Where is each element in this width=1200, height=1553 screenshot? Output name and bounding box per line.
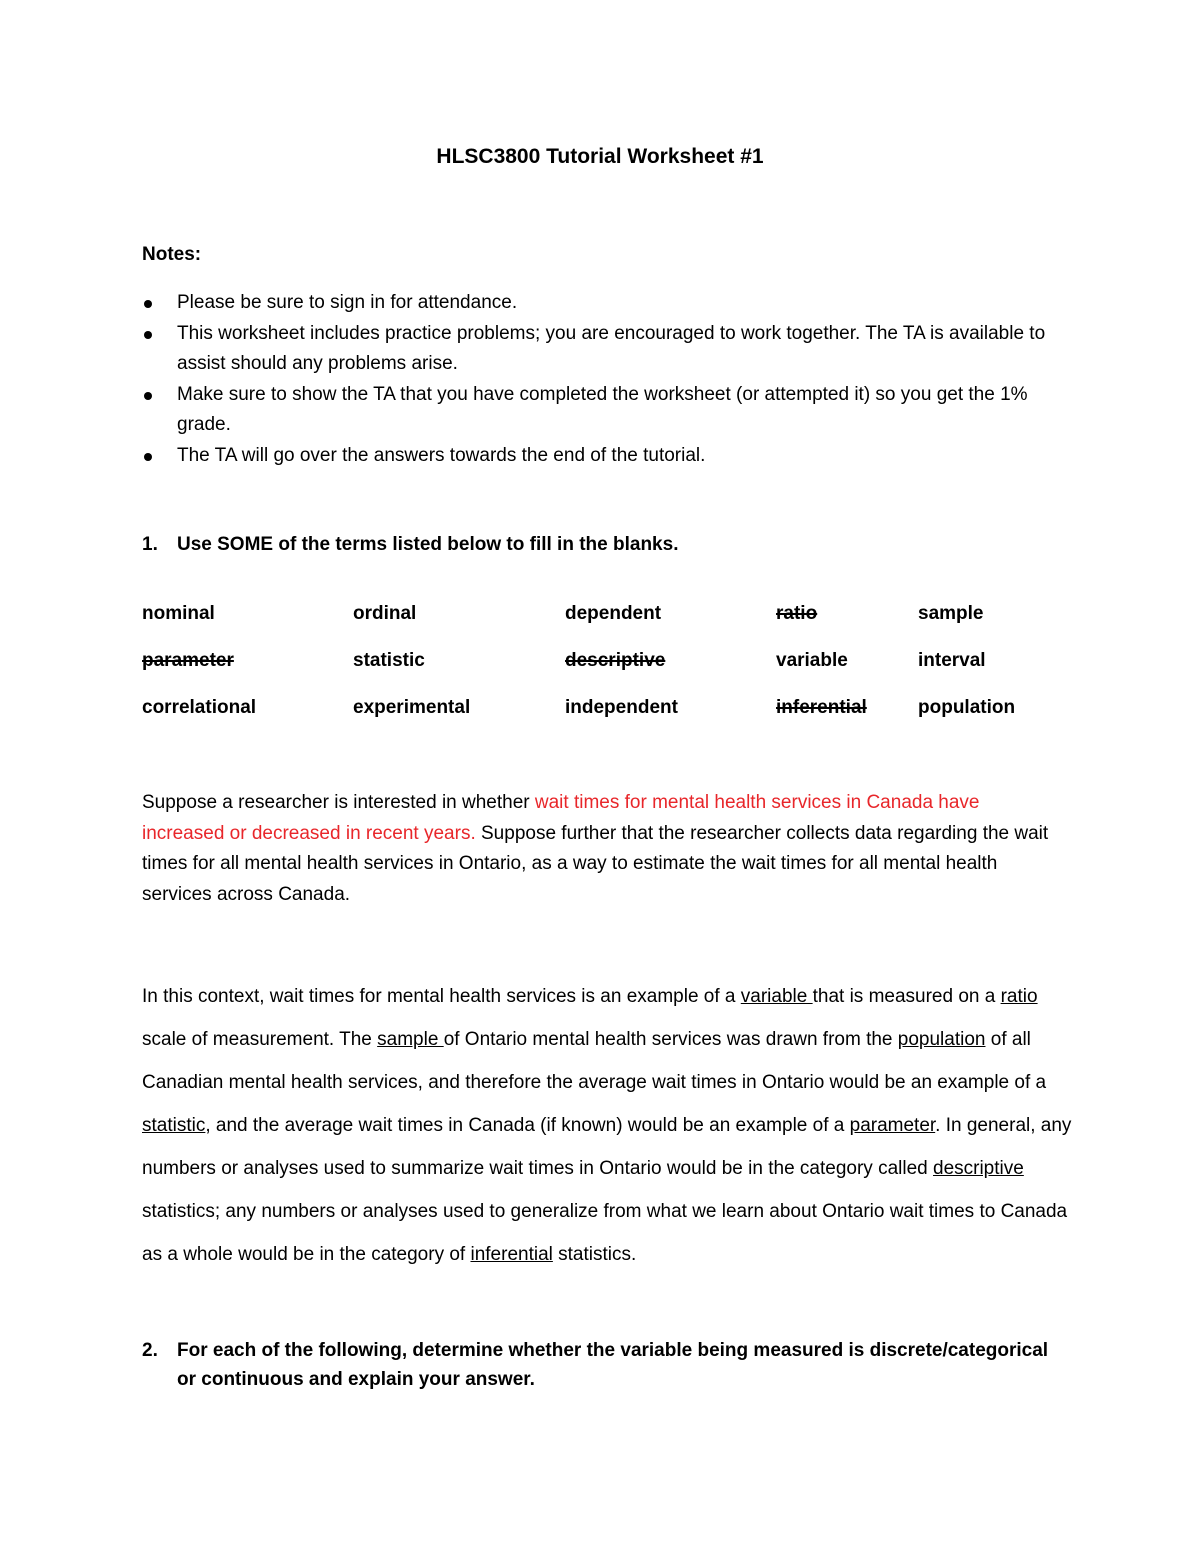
answer-blank: ratio [1000, 986, 1038, 1007]
scenario-paragraph [142, 788, 1062, 910]
context-text: of Ontario mental health services was drawn from the [443, 1029, 898, 1050]
term-parameter: parameter [142, 650, 234, 671]
term-variable: variable [776, 650, 848, 671]
context-paragraph [142, 975, 1072, 1276]
notes-item: The TA will go over the answers towards the end of the tutorial. [142, 441, 1062, 472]
term-ratio: ratio [776, 603, 818, 624]
question-number: 2. [142, 1340, 158, 1361]
notes-list [142, 288, 1062, 471]
question-text: Use SOME of the terms listed below to fill in the blanks. [177, 534, 679, 555]
answer-blank: parameter [849, 1115, 936, 1136]
notes-item: Make sure to show the TA that you have completed the worksheet (or attempted it) so you get the 1% grade. [142, 380, 1062, 441]
term-descriptive: descriptive [565, 650, 666, 671]
term-statistic: statistic [353, 650, 425, 671]
term-inferential: inferential [776, 697, 867, 718]
term-population: population [918, 697, 1016, 718]
question-2 [142, 1336, 1062, 1394]
term-experimental: experimental [353, 697, 471, 718]
question-number: 1. [142, 534, 158, 555]
term-dependent: dependent [565, 603, 662, 624]
answer-blank: statistic [142, 1115, 206, 1136]
notes-item: This worksheet includes practice problems; you are encouraged to work together. The TA is available to assist should any problems arise. [142, 319, 1062, 380]
answer-blank: inferential [470, 1244, 553, 1265]
scenario-text: Suppose further that the researcher collects data regarding the wait times for all mental health services in Ontario, as a way to estimate the wait times for all mental health services across Canada. [142, 822, 1049, 905]
context-text: that is measured on a [812, 986, 1001, 1007]
answer-blank: descriptive [933, 1158, 1024, 1179]
context-text: , and the average wait times in Canada (if known) would be an example of a [205, 1115, 850, 1136]
scenario-highlight: wait times for mental health services in Canada have increased or decreased in recent years. [142, 792, 980, 844]
question-text: For each of the following, determine whether the variable being measured is discrete/categorical or continuous and explain your answer. [177, 1340, 1049, 1390]
term-ordinal: ordinal [353, 603, 417, 624]
page-title: HLSC3800 Tutorial Worksheet #1 [436, 145, 764, 168]
question-1 [142, 530, 1062, 559]
term-nominal: nominal [142, 603, 215, 624]
answer-blank: variable [740, 986, 813, 1007]
term-interval: interval [918, 650, 986, 671]
context-text: of all Canadian mental health services, and therefore the average wait times in Ontario would be an example of a [142, 1029, 1047, 1093]
context-text: . In general, any numbers or analyses used to summarize wait times in Ontario would be in the category called [142, 1115, 1072, 1179]
scenario-text: Suppose a researcher is interested in whether [142, 792, 535, 813]
notes-item: Please be sure to sign in for attendance. [142, 288, 1062, 319]
term-independent: independent [565, 697, 678, 718]
answer-blank: population [897, 1029, 986, 1050]
context-text: statistics; any numbers or analyses used to generalize from what we learn about Ontario wait times to Canada as a whole would be in the category of [142, 1201, 1068, 1265]
term-correlational: correlational [142, 697, 257, 718]
term-sample: sample [918, 603, 984, 624]
context-text: scale of measurement. The [142, 1029, 378, 1050]
answer-blank: sample [377, 1029, 444, 1050]
context-text: In this context, wait times for mental health services is an example of a [142, 986, 741, 1007]
notes-heading: Notes: [142, 244, 202, 265]
context-text: statistics. [552, 1244, 637, 1265]
